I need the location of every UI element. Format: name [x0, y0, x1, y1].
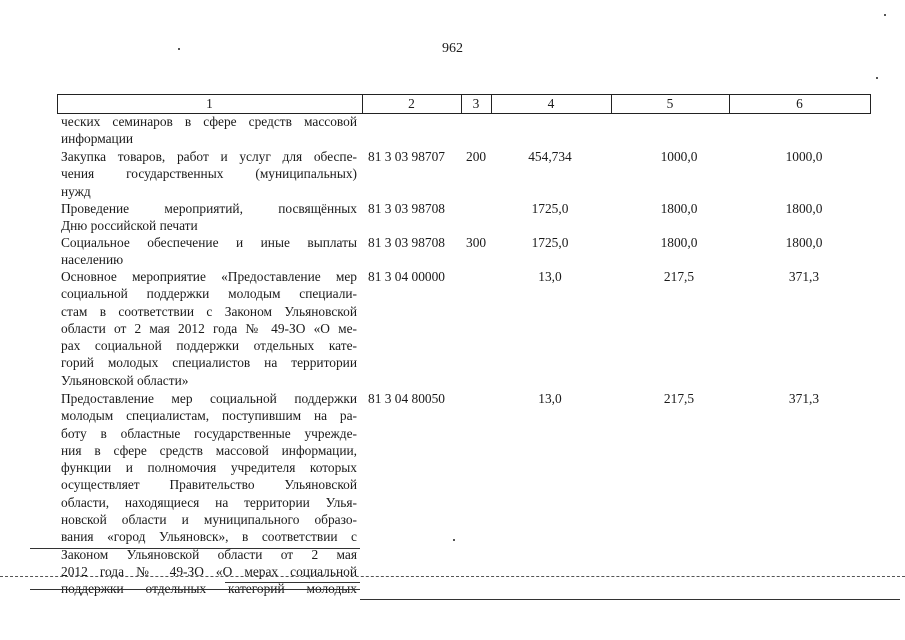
text-line: молодым специалистам, поступившим на ра- [61, 408, 357, 424]
text-line: Закупка товаров, работ и услуг для обеспе- [61, 149, 357, 164]
code-cell: 81 3 03 98708 [368, 235, 445, 250]
text-line: поддержки отдельных категорий молодых [61, 581, 357, 597]
value-col-4: 1725,0 [531, 235, 569, 250]
row-description [61, 390, 357, 598]
value-col-4: 13,0 [538, 391, 562, 406]
text-line: Проведение мероприятий, посвящённых [61, 201, 357, 216]
text-line: осуществляет Правительство Ульяновской [61, 477, 357, 493]
expense-type-cell: 300 [466, 235, 487, 250]
cut-line [0, 576, 905, 577]
header-col-4: 4 [547, 96, 555, 111]
value-col-5: 217,5 [663, 391, 695, 406]
text-line: социальной поддержки молодым специали- [61, 286, 357, 302]
text-line: ния в сфере средств массовой информации, [61, 442, 357, 458]
value-col-5: 217,5 [663, 269, 695, 284]
strike-line [30, 589, 360, 590]
text-line: стам в соответствии с Законом Ульяновской [61, 303, 357, 319]
code-cell: 81 3 04 00000 [368, 269, 445, 284]
header-col-3: 3 [472, 96, 480, 111]
header-col-6: 6 [796, 96, 803, 111]
text-line: области, находящиеся на территории Улья- [61, 494, 357, 510]
text-line: населению [61, 252, 124, 268]
text-line: боту в областные государственные учрежде- [61, 425, 357, 441]
text-line: вания «город Ульяновск», в соответствии с [61, 529, 357, 545]
value-col-5: 1000,0 [660, 149, 698, 164]
value-col-6: 1800,0 [785, 201, 823, 216]
code-cell: 81 3 04 80050 [368, 391, 445, 406]
text-line: Основное мероприятие «Предоставление мер [61, 269, 357, 284]
row-description [61, 268, 357, 389]
text-line: области от 2 мая 2012 года № 49-ЗО «О ме- [61, 320, 357, 336]
row-description [61, 148, 357, 200]
strike-line [30, 548, 360, 549]
text-line: Социальное обеспечение и иные выплаты [61, 235, 357, 250]
value-col-6: 1000,0 [785, 149, 823, 164]
value-col-6: 1800,0 [785, 235, 823, 250]
code-cell: 81 3 03 98708 [368, 201, 445, 216]
scan-speck [884, 14, 886, 16]
text-line: 2012 года № 49-ЗО «О мерах социальной [61, 563, 357, 579]
text-line: Дню российской печати [61, 218, 198, 234]
text-line: чения государственных (муниципальных) [61, 166, 357, 182]
value-col-5: 1800,0 [660, 201, 698, 216]
text-line: информации [61, 131, 134, 147]
value-col-6: 371,3 [788, 391, 820, 406]
text-line: ческих семинаров в сфере средств массовой [61, 114, 357, 129]
row-description [61, 200, 357, 235]
text-line: новской области и муниципального образо- [61, 512, 357, 528]
text-line: Ульяновской области» [61, 372, 189, 388]
value-col-6: 371,3 [788, 269, 820, 284]
strike-line [360, 599, 900, 600]
scan-speck [876, 77, 878, 79]
code-cell: 81 3 03 98707 [368, 149, 445, 164]
value-col-4: 1725,0 [531, 201, 569, 216]
row-description [61, 113, 357, 148]
column-divider [870, 94, 871, 113]
header-col-1: 1 [206, 96, 213, 111]
text-line: функции и полномочия учредителя которых [61, 460, 357, 476]
scan-speck [178, 48, 180, 50]
text-line: Законом Ульяновской области от 2 мая [61, 546, 357, 562]
header-col-5: 5 [666, 96, 674, 111]
page-number: 962 [442, 41, 463, 56]
value-col-4: 454,734 [528, 149, 572, 164]
text-line: Предоставление мер социальной поддержки [61, 391, 357, 406]
strike-line [225, 582, 360, 583]
expense-type-cell: 200 [466, 149, 487, 164]
header-col-2: 2 [408, 96, 415, 111]
text-line: горий молодых специалистов на территории [61, 355, 357, 371]
text-line: рах социальной поддержки отдельных кате- [61, 338, 357, 354]
value-col-5: 1800,0 [660, 235, 698, 250]
text-line: нужд [61, 183, 91, 199]
value-col-4: 13,0 [538, 269, 562, 284]
row-description [61, 234, 357, 269]
scan-speck [453, 539, 455, 541]
